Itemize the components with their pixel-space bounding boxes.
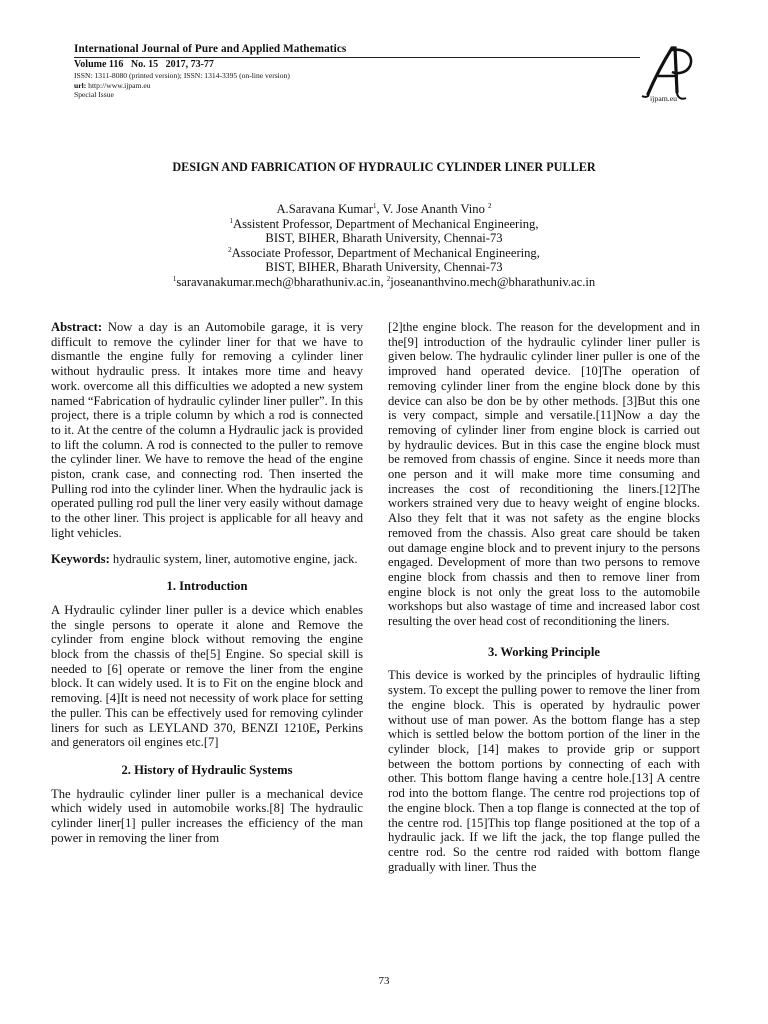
journal-url-label: url: (74, 80, 87, 90)
journal-special-issue: Special Issue (74, 90, 114, 100)
affiliation-1-institution: BIST, BIHER, Bharath University, Chennai-73 (265, 231, 503, 246)
right-column (388, 320, 700, 874)
journal-logo-text: ijpam.eu (650, 94, 678, 103)
journal-header (74, 43, 644, 100)
history-heading: 2. History of Hydraulic Systems (121, 762, 293, 777)
affiliation-1-text: Assistent Professor, Department of Mechanical Engineering, (232, 216, 539, 231)
affiliation-1-sup: 1 (229, 216, 233, 225)
keywords-paragraph (51, 552, 363, 567)
affiliation-2 (0, 246, 768, 261)
author-names (0, 202, 768, 217)
email-1-sup: 1 (172, 274, 177, 283)
history-continuation: [2]the engine block. The reason for the development and in the[9] introduction of the hydraulic cylinder liner puller is given below. The hydraulic cylinder liner puller is one of the improved hand operated device. [10]The operation of removing cylinder liner from the engine block done by this device can also be don be by other methods. [3]But this one is very compact, simple and versatile.[11]Now a day the removing of cylinder liner from engine block is carried out by hydraulic devices. But in this case the engine block must be removed from chassis of engine. Since it needs more than one person and it will make more time consuming and increases the cost of reconditioning the liners.[12]The workers strained very due to heavy weight of engine blocks. Also they felt that it was not safety as the engine blocks removed from the chassis. Also great care should be taken out damage engine block and to prevent injury to the persons engaged. Development of more than two persons to remove engine block from chassis and then to remove liner from engine block is not only the great loss to the automobile workshops but also wastage of time and increased labor cost resulting the over head cost of reconditioning the liners. (388, 320, 700, 629)
introduction-text (51, 603, 363, 750)
page-number: 73 (378, 975, 390, 987)
working-principle-heading: 3. Working Principle (487, 644, 601, 659)
introduction-text-a: A Hydraulic cylinder liner puller is a device which enables the single persons to operate it alone and Remove the cylinder from engine block without removing the engine block from the chassis of the[5] Engine. So special skill is needed to [6] operate or remove the liner from the engine block. It can widely used. It is to Fit on the engine block and removing. [4]It is need not necessity of work place for setting the puller. This can be effectively used for removing cylinder liners for such as LEYLAND 370, BENZI 1210E (51, 602, 363, 735)
journal-volume: Volume 116 No. 15 2017, 73-77 (74, 59, 214, 70)
affiliation-2-institution: BIST, BIHER, Bharath University, Chennai-73 (265, 260, 503, 275)
introduction-text-b: Perkins and generators oil engines etc.[7] (51, 720, 363, 750)
affiliation-2-sup: 2 (228, 245, 232, 254)
left-column (51, 320, 363, 846)
author-1-sup: 1 (372, 201, 377, 210)
abstract-paragraph (51, 320, 363, 541)
journal-url-line (74, 81, 644, 91)
working-principle-text: This device is worked by the principles of hydraulic lifting system. To except the pulling power to remove the liner from the engine block. This is operated by hydraulic power without use of man power. As the bottom flange has a step which is settled below the bottom portion of the liner in the cylinder block, [14] makes to provide grip or support between the bottom portions by connecting of each with other. This bottom flange having a centre hole.[13] A centre rod into the bottom flange. The centre rod projections top of the engine block. Then a top flange is connected at the top of the centre rod. [15]This top flange positioned at the top of a hydraulic jack. If we lift the jack, the top flange pulled the centre rod. So the centre rod raided with bottom flange gradually with liner. Thus the (388, 668, 700, 874)
affiliation-1 (0, 217, 768, 232)
author-block (0, 202, 768, 290)
abstract-label: Abstract: (51, 320, 103, 334)
abstract-text: Now a day is an Automobile garage, it is very difficult to remove the cylinder liner for that we have to dismantle the engine fully for removing a cylinder liner without hydraulic press. It intakes more time and heavy work. overcome all this difficulties we adopted a new system named “Fabrication of hydraulic cylinder liner puller”. In this project, there is a triple column by which a rod is connected to it. At the centre of the column a Hydraulic jack is provided to lift the column. A rod is connected to the puller to remove the cylinder liner. We have to remove the head of the engine piston, crank case, and connecting rod. Then inserted the Pulling rod into the cylinder liner. When the hydraulic jack is operated pulling rod pull the liner very easily without damage to the other liner. This project is applicable for all heavy and light vehicles. (51, 320, 363, 540)
email-2-sup: 2 (386, 274, 391, 283)
paper-title: DESIGN AND FABRICATION OF HYDRAULIC CYLINDER LINER PULLER (172, 160, 596, 174)
introduction-heading: 1. Introduction (166, 579, 248, 594)
journal-issn: ISSN: 1311-8080 (printed version); ISSN: 1314-3395 (on-line version) (74, 71, 290, 80)
author-1: A.Saravana Kumar (276, 202, 373, 216)
journal-name: International Journal of Pure and Applied Mathematics (74, 43, 347, 55)
affiliation-2-text: Associate Professor, Department of Mechanical Engineering, (231, 245, 540, 260)
email-1[interactable]: saravanakumar.mech@bharathuniv.ac.in, (176, 274, 387, 289)
author-2-sup: 2 (488, 201, 492, 210)
email-2[interactable]: joseananthvino.mech@bharathuniv.ac.in (390, 274, 596, 289)
keywords-label: Keywords: (51, 551, 110, 566)
keywords-text: hydraulic system, liner, automotive engine, jack. (109, 551, 358, 566)
history-text: The hydraulic cylinder liner puller is a mechanical device which widely used in automobile works.[8] The hydraulic cylinder liner[1] puller increases the efficiency of the man power in removing the liner from (51, 786, 363, 845)
author-separator: , V. Jose Ananth Vino (376, 202, 489, 216)
author-emails (0, 275, 768, 290)
header-rule (74, 57, 640, 58)
journal-url[interactable]: http://www.ijpam.eu (88, 80, 151, 90)
introduction-comma: , (316, 720, 320, 735)
